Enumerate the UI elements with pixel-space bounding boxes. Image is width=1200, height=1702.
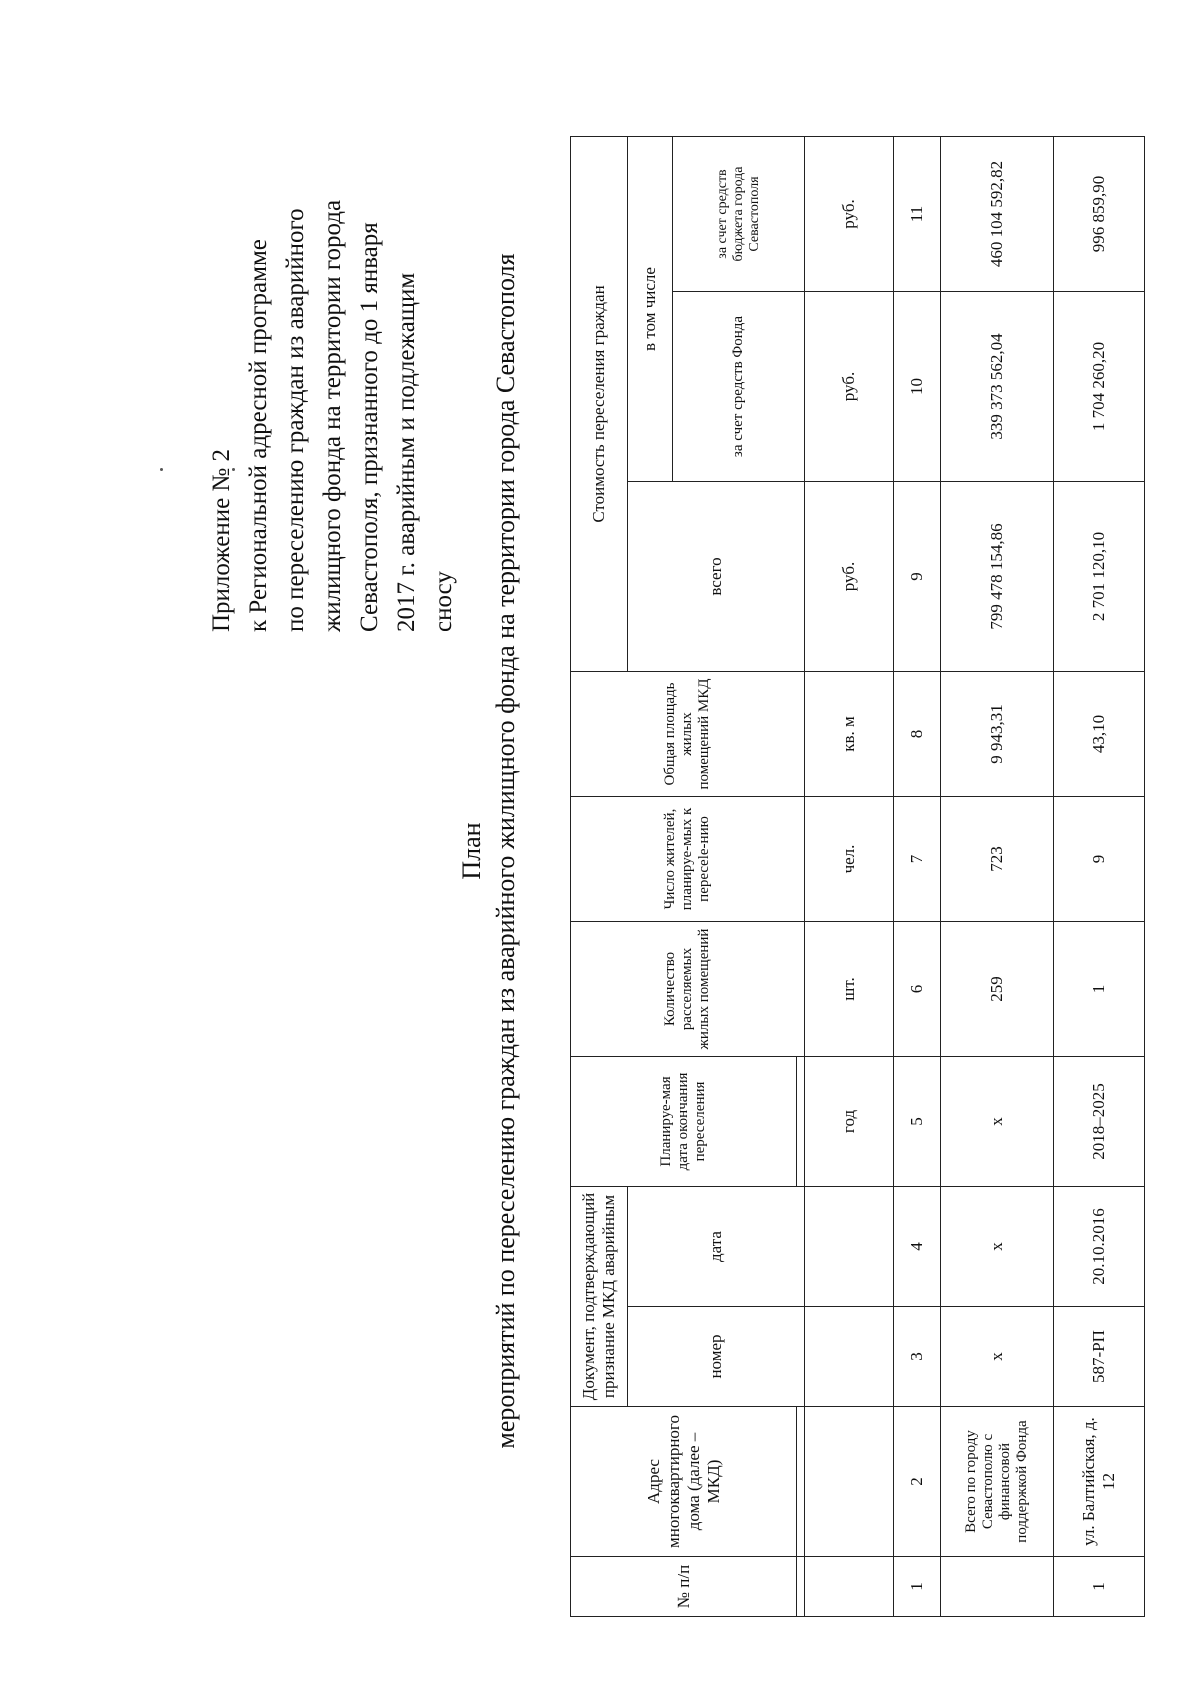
column-number: 10 xyxy=(893,292,941,482)
total-address: Всего по городу Севастополю с финансовой поддержкой Фонда xyxy=(941,1407,1054,1557)
total-doc-date: x xyxy=(941,1187,1054,1307)
total-cost-budget: 460 104 592,82 xyxy=(941,137,1054,292)
appendix-line: по переселению граждан из аварийного xyxy=(282,208,309,632)
header-row-1 xyxy=(571,137,628,1617)
unit-cost-fund: руб. xyxy=(805,292,893,482)
units-row xyxy=(805,137,893,1617)
header-planned-date: Планируе-мая дата окончания переселения xyxy=(571,1057,797,1187)
total-num xyxy=(941,1557,1054,1617)
title-line-1: План xyxy=(457,822,486,880)
column-number: 9 xyxy=(893,482,941,672)
total-residents: 723 xyxy=(941,797,1054,922)
appendix-line: Приложение № 2 xyxy=(208,448,235,632)
header-spacer xyxy=(797,1557,805,1617)
column-numbers-row xyxy=(893,137,941,1617)
row-doc-date: 20.10.2016 xyxy=(1054,1187,1145,1307)
unit-planned-date: год xyxy=(805,1057,893,1187)
plan-table xyxy=(570,136,1145,1617)
column-number: 3 xyxy=(893,1307,941,1407)
header-residents: Число жителей, планируе-мых к пересele-нию xyxy=(571,797,805,922)
unit-cost-total: руб. xyxy=(805,482,893,672)
header-rooms-count: Количество расселяемых жилых помещений xyxy=(571,922,805,1057)
unit-cell xyxy=(805,1407,893,1557)
header-doc-number: номер xyxy=(627,1307,805,1407)
header-doc-date: дата xyxy=(627,1187,805,1307)
row-residents: 9 xyxy=(1054,797,1145,922)
column-number: 4 xyxy=(893,1187,941,1307)
unit-cost-budget: руб. xyxy=(805,137,893,292)
row-cost-fund: 1 704 260,20 xyxy=(1054,292,1145,482)
row-area: 43,10 xyxy=(1054,672,1145,797)
row-rooms-count: 1 xyxy=(1054,922,1145,1057)
total-doc-number: x xyxy=(941,1307,1054,1407)
header-spacer xyxy=(797,1407,805,1557)
appendix-line: к Региональной адресной программе xyxy=(245,239,272,632)
header-num: № п/п xyxy=(571,1557,797,1617)
row-address: ул. Балтийская, д. 12 xyxy=(1054,1407,1145,1557)
unit-cell xyxy=(805,1307,893,1407)
column-number: 7 xyxy=(893,797,941,922)
header-cost-total: всего xyxy=(627,482,805,672)
header-address: Адрес многоквартирного дома (далее – МКД) xyxy=(571,1407,797,1557)
title-line-2: мероприятий по переселению граждан из аварийного жилищного фонда на территории города Севастополя xyxy=(491,253,520,1449)
unit-residents: чел. xyxy=(805,797,893,922)
header-including: в том числе xyxy=(627,137,672,482)
header-cost: Стоимость переселения граждан xyxy=(571,137,628,672)
header-cost-budget: за счет средств бюджета города Севастополя xyxy=(672,137,804,292)
unit-area: кв. м xyxy=(805,672,893,797)
total-planned-date: x xyxy=(941,1057,1054,1187)
column-number: 1 xyxy=(893,1557,941,1617)
appendix-line: Севастополя, признанного до 1 января xyxy=(356,222,383,632)
total-rooms-count: 259 xyxy=(941,922,1054,1057)
column-number: 6 xyxy=(893,922,941,1057)
table-row xyxy=(1054,137,1145,1617)
row-planned-date: 2018–2025 xyxy=(1054,1057,1145,1187)
document-title xyxy=(455,100,523,1602)
total-row xyxy=(941,137,1054,1617)
header-document: Документ, подтверждающий признание МКД аварийным xyxy=(571,1187,628,1407)
unit-cell xyxy=(805,1187,893,1307)
appendix-line: 2017 г. аварийным и подлежащим xyxy=(393,272,420,632)
unit-rooms-count: шт. xyxy=(805,922,893,1057)
unit-cell xyxy=(805,1557,893,1617)
row-doc-number: 587-РП xyxy=(1054,1307,1145,1407)
appendix-note xyxy=(203,52,462,632)
header-spacer xyxy=(797,1057,805,1187)
row-cost-total: 2 701 120,10 xyxy=(1054,482,1145,672)
column-number: 8 xyxy=(893,672,941,797)
appendix-line: сносу xyxy=(430,571,457,632)
row-num: 1 xyxy=(1054,1557,1145,1617)
total-cost-fund: 339 373 562,04 xyxy=(941,292,1054,482)
appendix-line: жилищного фонда на территории города xyxy=(319,199,346,632)
total-area: 9 943,31 xyxy=(941,672,1054,797)
total-cost-total: 799 478 154,86 xyxy=(941,482,1054,672)
column-number: 2 xyxy=(893,1407,941,1557)
column-number: 5 xyxy=(893,1057,941,1187)
header-area: Общая площадь жилых помещений МКД xyxy=(571,672,805,797)
row-cost-budget: 996 859,90 xyxy=(1054,137,1145,292)
column-number: 11 xyxy=(893,137,941,292)
header-cost-fund: за счет средств Фонда xyxy=(672,292,804,482)
